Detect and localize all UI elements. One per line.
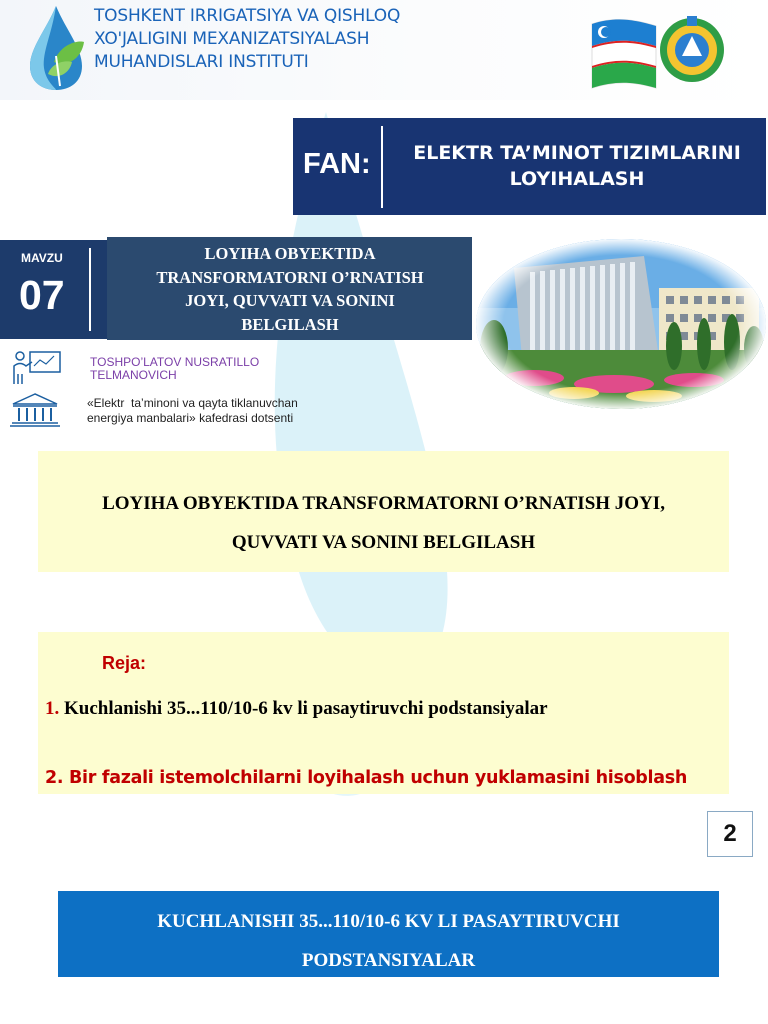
section-title-line: PODSTANSIYALAR — [301, 950, 476, 971]
topic-label: MAVZU — [21, 251, 63, 265]
teacher-icon — [10, 348, 62, 386]
lecture-heading — [43, 484, 724, 562]
header — [0, 0, 768, 100]
author-name-line: TELMANOVICH — [90, 368, 177, 382]
institute-name — [94, 5, 434, 74]
plan-box — [38, 632, 729, 794]
subject-title-line: ELEKTR TA’MINOT TIZIMLARINI — [413, 142, 741, 164]
university-building-icon — [10, 392, 60, 428]
institute-building-photo — [474, 238, 768, 410]
author-name-line: TOSHPO’LATOV NUSRATILLO — [90, 355, 260, 369]
lecture-heading-line: LOYIHA OBYEKTIDA TRANSFORMATORNI O’RNATISH JOYI, — [102, 493, 665, 514]
section-title-line: KUCHLANISHI 35...110/10-6 KV LI PASAYTIRUVCHI — [157, 911, 620, 932]
author-name — [90, 356, 259, 382]
subject-title — [393, 140, 761, 192]
water-drop-leaf-logo-icon — [26, 4, 88, 92]
topic-number-box — [0, 240, 108, 339]
lecture-heading-box — [38, 451, 729, 572]
plan-item-text: Kuchlanishi 35...110/10-6 kv li pasaytiruvchi podstansiyalar — [59, 698, 548, 719]
department — [87, 396, 298, 426]
plan-title: Reja: — [102, 653, 147, 673]
section-title-box — [58, 891, 719, 977]
page-number: 2 — [707, 811, 753, 857]
subject-title-line: LOYIHALASH — [509, 168, 645, 190]
divider — [89, 248, 91, 331]
topic-title-box — [107, 237, 472, 340]
plan-item: 2. Bir fazali istemolchilarni loyihalash uchun yuklamasini hisoblash — [45, 768, 688, 788]
subject-label: FAN: — [303, 148, 371, 180]
plan-item-number: 1. — [45, 698, 60, 719]
topic-title-line: LOYIHA OBYEKTIDA — [204, 244, 376, 263]
institute-name-line: MUHANDISLARI INSTITUTI — [94, 52, 309, 72]
divider — [381, 126, 383, 208]
plan-item — [45, 698, 548, 720]
topic-title-line: BELGILASH — [241, 314, 339, 334]
uzbekistan-flag-emblem-icon — [586, 6, 728, 94]
subject-banner — [293, 118, 766, 215]
topic-title-line: TRANSFORMATORNI O’RNATISH — [156, 267, 424, 287]
department-line: «Elektr ta’minoni va qayta tiklanuvchan — [87, 396, 298, 410]
topic-title-line: JOYI, QUVVATI VA SONINI — [185, 291, 395, 310]
topic-title — [115, 242, 465, 336]
department-line: energiya manbalari» kafedrasi dotsenti — [87, 411, 294, 425]
lecture-heading-line: QUVVATI VA SONINI BELGILASH — [231, 532, 536, 553]
topic-number: 07 — [19, 272, 65, 318]
institute-name-line: XO'JALIGINI MEXANIZATSIYALASH — [94, 29, 370, 49]
institute-name-line: TOSHKENT IRRIGATSIYA VA QISHLOQ — [94, 6, 401, 26]
section-title — [63, 902, 714, 980]
